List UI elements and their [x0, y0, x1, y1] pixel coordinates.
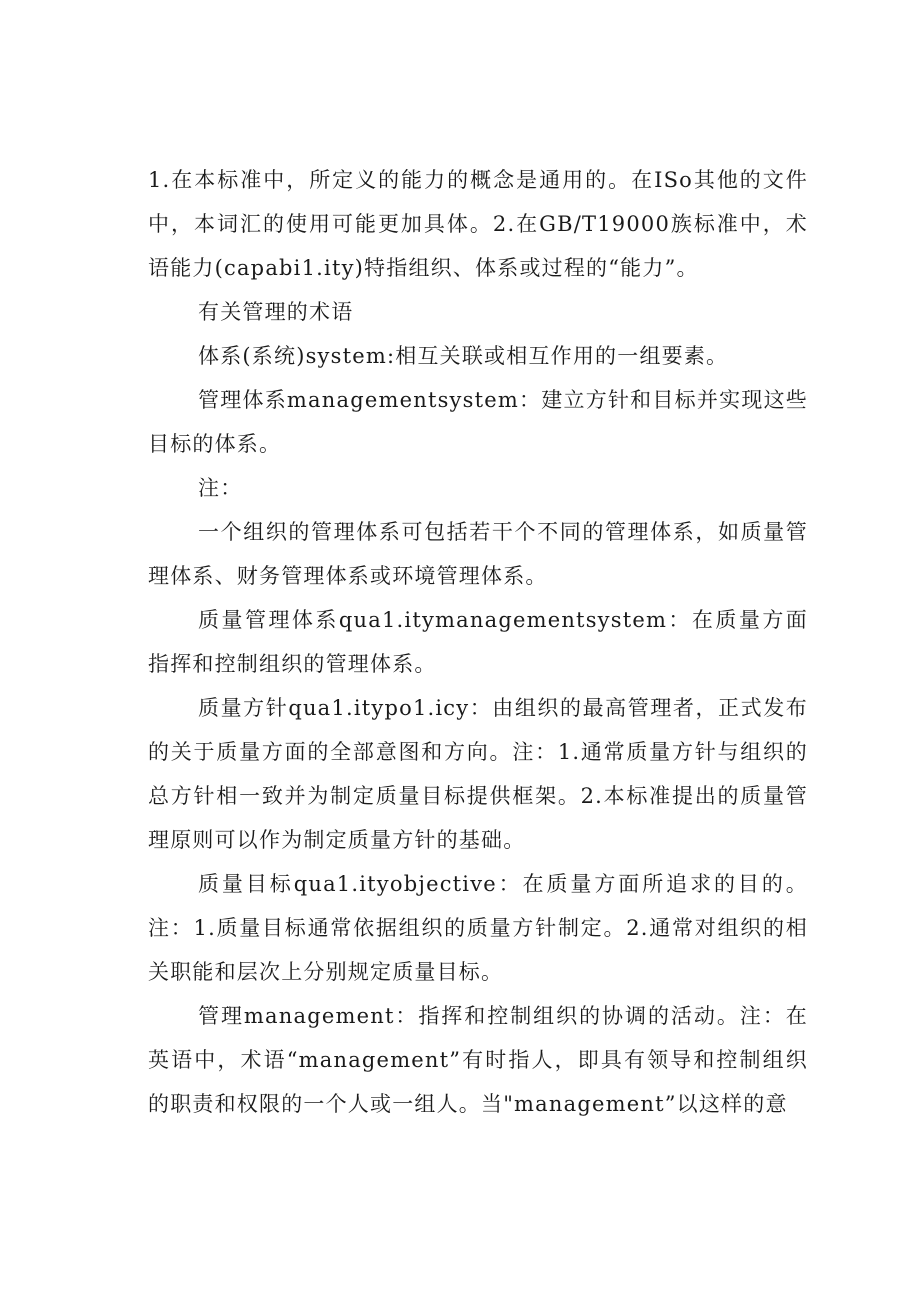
- term-management: 管理management：指挥和控制组织的协调的活动。注：在英语中，术语“management”有时指人，即具有领导和控制组织的职责和权限的一个人或一组人。当"management”以这样的意: [148, 1004, 808, 1116]
- term-quality-management-system: 质量管理体系qua1.itymanagementsystem：在质量方面指挥和控制组织的管理体系。: [148, 608, 808, 676]
- section-heading-management-terms: 有关管理的术语: [198, 300, 354, 324]
- document-body: [148, 158, 808, 1126]
- term-management-system: 管理体系managementsystem：建立方针和目标并实现这些目标的体系。: [148, 388, 808, 456]
- term-quality-objective: 质量目标qua1.ityobjective：在质量方面所追求的目的。注：1.质量目标通常依据组织的质量方针制定。2.通常对组织的相关职能和层次上分别规定质量目标。: [148, 872, 808, 984]
- paragraph-capability-note: 1.在本标准中，所定义的能力的概念是通用的。在ISo其他的文件中，本词汇的使用可能更加具体。2.在GB/T19000族标准中，术语能力(capabi1.ity)特指组织、体系或过程的“能力”。: [148, 168, 808, 280]
- term-quality-policy: 质量方针qua1.itypo1.icy：由组织的最高管理者，正式发布的关于质量方面的全部意图和方向。注：1.通常质量方针与组织的总方针相一致并为制定质量目标提供框架。2.本标准提出的质量管理原则可以作为制定质量方针的基础。: [148, 696, 808, 852]
- note-management-systems: 一个组织的管理体系可包括若干个不同的管理体系，如质量管理体系、财务管理体系或环境管理体系。: [148, 520, 808, 588]
- term-system: 体系(系统)system:相互关联或相互作用的一组要素。: [198, 344, 729, 368]
- note-label: 注：: [198, 476, 243, 500]
